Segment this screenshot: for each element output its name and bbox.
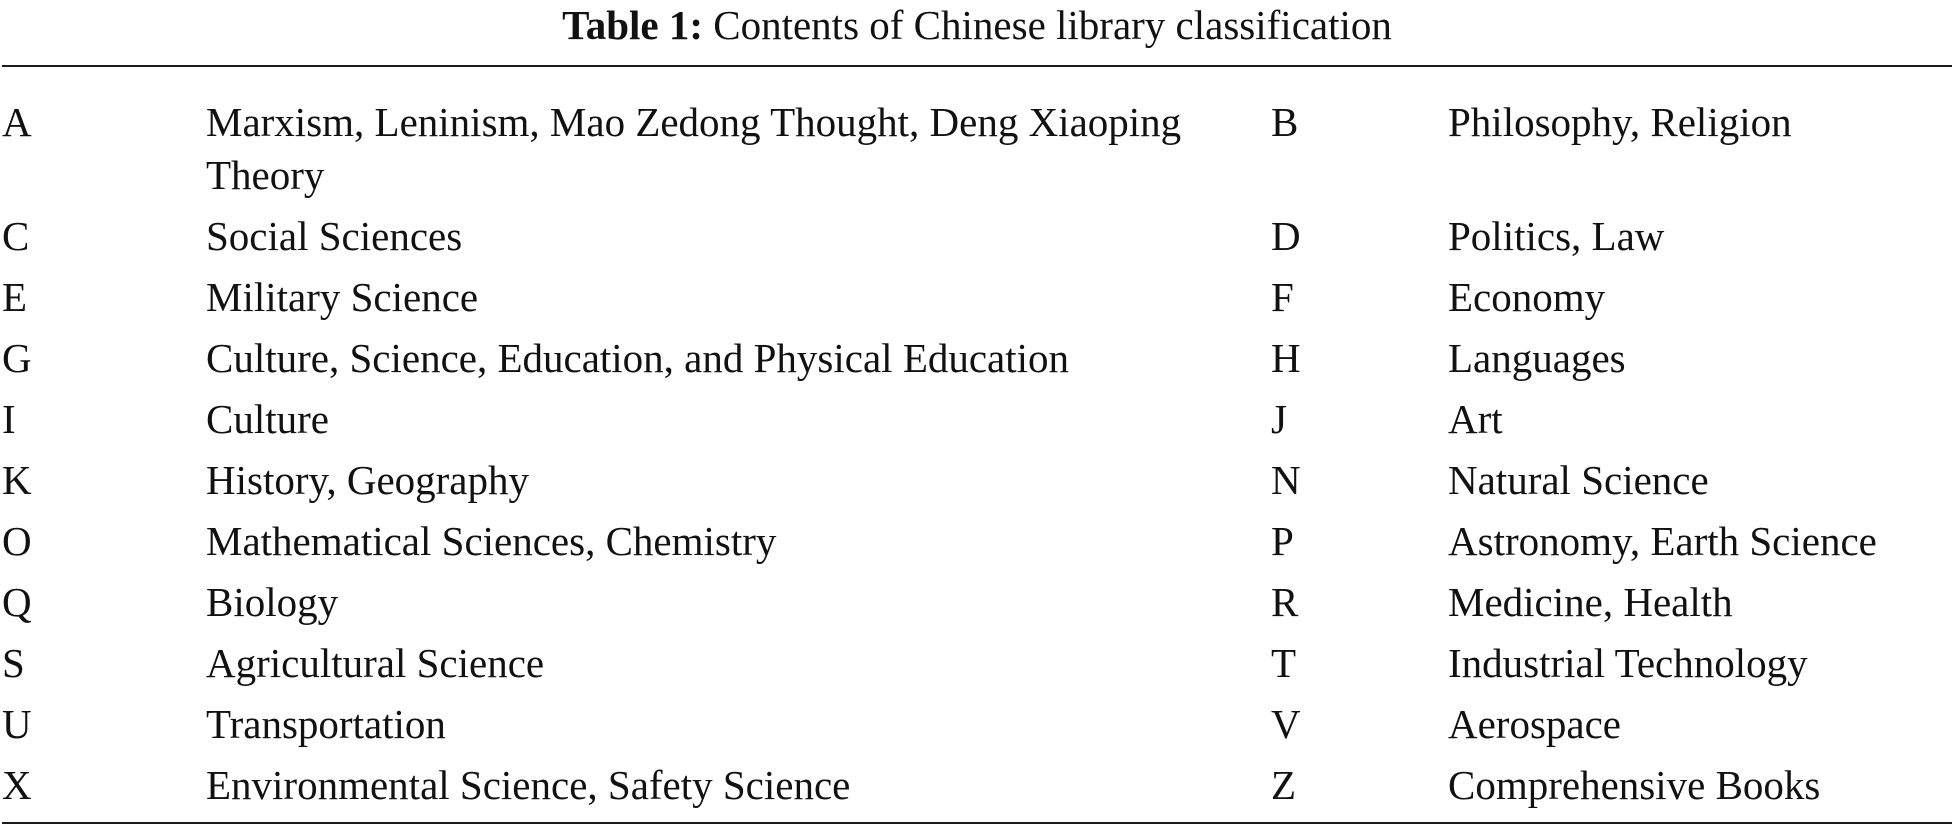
table-row xyxy=(2,271,1948,332)
class-name: Military Science xyxy=(206,274,479,320)
class-name: Politics, Law xyxy=(1448,213,1665,259)
class-code: R xyxy=(1271,579,1299,625)
class-name: Natural Science xyxy=(1448,457,1709,503)
class-code: J xyxy=(1271,396,1287,442)
table-caption-label: Table 1: xyxy=(562,2,703,48)
table-row xyxy=(2,393,1948,454)
table-row xyxy=(2,515,1948,576)
class-code: U xyxy=(2,701,32,747)
class-code: P xyxy=(1271,518,1294,564)
table-bottom-rule xyxy=(2,822,1952,824)
class-name: Culture xyxy=(206,396,329,442)
class-code: E xyxy=(2,274,28,320)
class-name: Environmental Science, Safety Science xyxy=(206,762,851,808)
class-name: Transportation xyxy=(206,701,446,747)
class-code: C xyxy=(2,213,30,259)
class-code: N xyxy=(1271,457,1301,503)
table-caption-title: Contents of Chinese library classification xyxy=(713,2,1392,48)
table-row xyxy=(2,96,1948,210)
class-code: D xyxy=(1271,213,1301,259)
class-name: Astronomy, Earth Science xyxy=(1448,518,1877,564)
class-name: History, Geography xyxy=(206,457,529,503)
class-code: S xyxy=(2,640,25,686)
class-name: Agricultural Science xyxy=(206,640,545,686)
class-code: B xyxy=(1271,99,1299,145)
class-code: I xyxy=(2,396,16,442)
class-code: G xyxy=(2,335,32,381)
class-name: Art xyxy=(1448,396,1503,442)
class-name: Comprehensive Books xyxy=(1448,762,1821,808)
class-code: K xyxy=(2,457,32,503)
class-name: Aerospace xyxy=(1448,701,1622,747)
class-name: Medicine, Health xyxy=(1448,579,1733,625)
table-row xyxy=(2,454,1948,515)
class-name: Biology xyxy=(206,579,339,625)
classification-table xyxy=(2,96,1948,820)
class-code: O xyxy=(2,518,32,564)
table-top-rule xyxy=(2,65,1952,67)
table-row xyxy=(2,576,1948,637)
class-name: Languages xyxy=(1448,335,1626,381)
table-row xyxy=(2,698,1948,759)
class-code: X xyxy=(2,762,32,808)
class-name: Industrial Technology xyxy=(1448,640,1808,686)
class-code: H xyxy=(1271,335,1301,381)
class-name: Social Sciences xyxy=(206,213,463,259)
table-caption xyxy=(0,2,1954,48)
table-row xyxy=(2,759,1948,820)
class-name: Economy xyxy=(1448,274,1606,320)
class-code: Z xyxy=(1271,762,1297,808)
table-row xyxy=(2,637,1948,698)
class-code: F xyxy=(1271,274,1294,320)
table-row xyxy=(2,210,1948,271)
class-code: T xyxy=(1271,640,1297,686)
class-name: Culture, Science, Education, and Physical Education xyxy=(206,335,1070,381)
class-code: V xyxy=(1271,701,1301,747)
class-name: Marxism, Leninism, Mao Zedong Thought, Deng Xiaoping Theory xyxy=(206,99,1182,198)
table-row xyxy=(2,332,1948,393)
class-code: Q xyxy=(2,579,32,625)
class-name: Mathematical Sciences, Chemistry xyxy=(206,518,777,564)
class-name: Philosophy, Religion xyxy=(1448,99,1792,145)
class-code: A xyxy=(2,99,32,145)
